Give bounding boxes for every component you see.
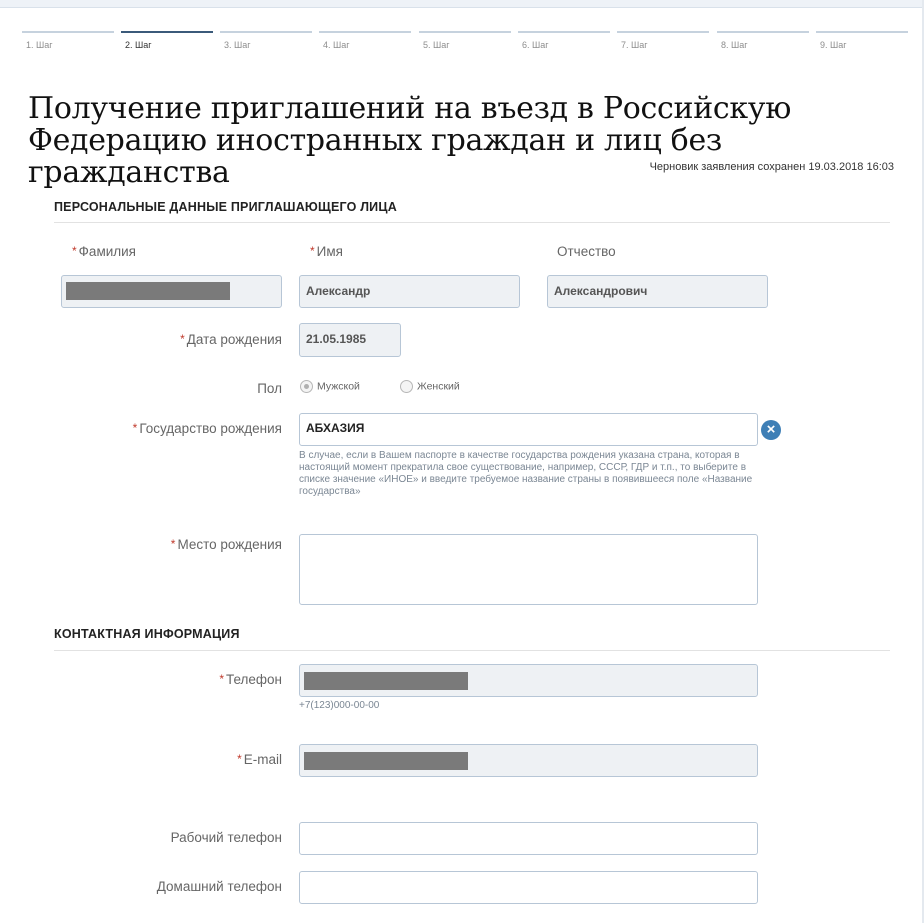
birthplace-textarea[interactable]: [299, 534, 758, 605]
surname-label: * Фамилия: [72, 244, 136, 259]
radio-selected-icon: [300, 380, 313, 393]
required-mark: *: [237, 752, 242, 766]
patronymic-field[interactable]: Александрович: [547, 275, 768, 308]
step-9[interactable]: [816, 31, 908, 51]
gender-female-radio[interactable]: Женский: [400, 380, 460, 393]
section-divider: [54, 650, 890, 651]
step-5[interactable]: [419, 31, 511, 51]
birth-country-label: * Государство рождения: [132, 421, 282, 436]
step-4[interactable]: [319, 31, 411, 51]
email-field[interactable]: [299, 744, 758, 777]
gender-male-radio[interactable]: Мужской: [300, 380, 360, 393]
redacted-value: [304, 672, 468, 690]
phone-format-hint: +7(123)000-00-00: [299, 700, 380, 711]
radio-empty-icon: [400, 380, 413, 393]
home-phone-field[interactable]: [299, 871, 758, 904]
step-label: 2. Шаг: [125, 40, 152, 50]
section-divider: [54, 222, 890, 223]
draft-saved-status: Черновик заявления сохранен 19.03.2018 16:03: [649, 161, 894, 173]
birthplace-label: * Место рождения: [170, 537, 282, 552]
patronymic-label: Отчество: [557, 244, 616, 259]
phone-field[interactable]: [299, 664, 758, 697]
step-3[interactable]: [220, 31, 312, 51]
gender-label: Пол: [257, 381, 282, 396]
surname-field[interactable]: [61, 275, 282, 308]
required-mark: *: [170, 537, 176, 551]
step-label: 7. Шаг: [621, 40, 648, 50]
window-top-frame: [0, 0, 924, 8]
redacted-value: [304, 752, 468, 770]
work-phone-field[interactable]: [299, 822, 758, 855]
home-phone-label: Домашний телефон: [156, 879, 282, 894]
step-label: 8. Шаг: [721, 40, 748, 50]
step-7[interactable]: [617, 31, 709, 51]
step-label: 1. Шаг: [26, 40, 53, 50]
required-mark: *: [180, 332, 185, 346]
required-mark: *: [132, 421, 138, 435]
phone-label: * Телефон: [219, 672, 282, 687]
step-6[interactable]: [518, 31, 610, 51]
step-1[interactable]: [22, 31, 114, 51]
page-title: Получение приглашений на въезд в Российскую Федерацию иностранных граждан и лиц без гражданства: [28, 91, 792, 190]
step-label: 9. Шаг: [820, 40, 847, 50]
name-label: * Имя: [310, 244, 343, 259]
step-label: 4. Шаг: [323, 40, 350, 50]
section-title-contacts: КОНТАКТНАЯ ИНФОРМАЦИЯ: [54, 627, 240, 641]
step-progress: [22, 31, 914, 51]
email-label: * E-mail: [237, 752, 282, 767]
birthdate-label: * Дата рождения: [180, 332, 282, 347]
step-label: 3. Шаг: [224, 40, 251, 50]
work-phone-label: Рабочий телефон: [170, 830, 282, 845]
birth-country-hint: В случае, если в Вашем паспорте в качестве государства рождения указана страна, которая в настоящий момент прекратила свое существование, например, СССР, ГДР и т.п., то выберите в списке значение «ИНОЕ» и введите требуемое название страны в появившееся поле «Название государства»: [299, 450, 753, 497]
required-mark: *: [310, 244, 315, 258]
name-field[interactable]: Александр: [299, 275, 520, 308]
redacted-value: [66, 282, 230, 300]
birth-country-select[interactable]: АБХАЗИЯ: [299, 413, 758, 446]
required-mark: *: [219, 672, 224, 686]
clear-circle-x-icon[interactable]: ×: [761, 420, 781, 440]
section-title-personal: ПЕРСОНАЛЬНЫЕ ДАННЫЕ ПРИГЛАШАЮЩЕГО ЛИЦА: [54, 200, 397, 214]
step-2-current[interactable]: [121, 31, 213, 51]
birthdate-field[interactable]: 21.05.1985: [299, 323, 401, 357]
step-label: 5. Шаг: [423, 40, 450, 50]
step-label: 6. Шаг: [522, 40, 549, 50]
step-8[interactable]: [717, 31, 809, 51]
required-mark: *: [72, 244, 77, 258]
